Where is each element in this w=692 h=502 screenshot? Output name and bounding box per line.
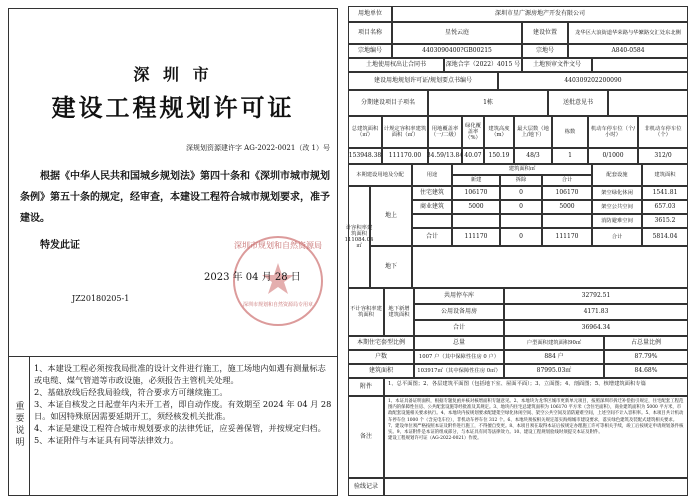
header-total: 合计 — [542, 175, 592, 186]
label-residential-ratio: 本期住宅套型比例 — [348, 336, 414, 350]
remarks-cell — [384, 396, 688, 478]
permit-attachment-table — [346, 0, 692, 502]
note-item: 4、本证是建设工程符合城市规划要求的法律凭证，应妥善保管，并按规定归档。 — [34, 423, 326, 433]
seal-text: 深圳市规划和自然资源局 — [234, 240, 322, 250]
area-new — [452, 214, 500, 228]
residential-row-name: 建筑面积 — [348, 364, 414, 378]
label-underground-new: 地下新增建筑面积 — [384, 288, 414, 336]
area-total: 5000 — [542, 200, 592, 214]
header-demolish: 拆除 — [500, 175, 542, 186]
use-name: 住宅建筑 — [412, 186, 452, 200]
summary-header: 计规定容积率建筑面积（㎡） — [382, 116, 428, 148]
note-item: 2、基础放线后经我局验线，符合要求方可继续施工。 — [34, 387, 228, 397]
permit-title: 建设工程规划许可证 — [51, 92, 295, 122]
area-demolish — [500, 214, 542, 228]
facility-area: 657.03 — [642, 200, 688, 214]
serial-number: JZ20180205-1 — [72, 294, 130, 303]
subproject-value: 1栋 — [428, 90, 548, 116]
issued-statement: 特发此证 — [40, 240, 80, 251]
residential-total: 1007 户（其中保障性住房 0 户） — [414, 350, 504, 364]
summary-value: 40.07 — [462, 148, 484, 164]
label-non-far: 不计容积率建筑面积 — [348, 288, 384, 336]
use-name: 商业建筑 — [412, 200, 452, 214]
note-item: 5、本证附件与本证具有同等法律效力。 — [34, 435, 179, 445]
summary-header: 用地覆盖率（一/二级） — [428, 116, 462, 148]
seal-bottom-text: 深圳市规划和自然资源局专用章 — [242, 301, 313, 308]
header-use: 用途 — [412, 164, 452, 186]
land-preview-value — [592, 58, 688, 72]
subtotal-new: 111170 — [452, 228, 500, 246]
area-new: 5000 — [452, 200, 500, 214]
summary-header: 最大层数（地上/地下） — [514, 116, 552, 148]
subtotal-total: 111170 — [542, 228, 592, 246]
non-far-name: 共用停车库 — [414, 288, 504, 304]
residential-header: 占总量比例 — [604, 336, 688, 350]
below-ground-area — [412, 246, 688, 288]
summary-header: 建筑高度（m） — [484, 116, 514, 148]
non-far-name: 公用设备用房 — [414, 304, 504, 320]
issue-date: 2023 年 04 月 28 日 — [204, 272, 301, 283]
summary-value: 150.19 — [484, 148, 514, 164]
residential-row-name: 户数 — [348, 350, 414, 364]
legal-basis-text: 根据《中华人民共和国城乡规划法》第四十条和《深圳市城市规划条例》第五十条的规定，经审查，本建设工程符合城市规划要求，准予建设。 — [20, 171, 330, 224]
label-parcel-code: 宗地编号 — [348, 44, 392, 58]
residential-total: 103917㎡（其中保障性住房 0㎡） — [414, 364, 504, 378]
label-far-area: 计容积率建筑面积 111084.04㎡ — [348, 186, 370, 288]
label-subproject: 分期建设项目子项名 — [348, 90, 428, 116]
label-land-unit: 用地单位 — [348, 6, 392, 22]
notes-label: 重要说明 — [13, 401, 24, 449]
facility-name: 架空绿化休闲 — [592, 186, 642, 200]
label-above-ground: 地上 — [370, 186, 412, 246]
label-below-ground: 地下 — [370, 246, 412, 288]
cert-number: 深规划资源建许字 AG-2022-0021（改 1）号 — [185, 144, 330, 152]
label-parcel-no: 宗地号 — [522, 44, 568, 58]
summary-value: 312/0 — [638, 148, 688, 164]
summary-value: 111170.00 — [382, 148, 428, 164]
note-item: 3、本证自核发之日起壹年内未开工者，即自动作废。有效期至 2024 年 04 月 28 日。如因特殊原因需要延期开工，须经核发机关批准。 — [34, 399, 332, 421]
residential-header: 总量 — [414, 336, 504, 350]
non-far-value: 4171.83 — [504, 304, 688, 320]
non-far-value: 32792.51 — [504, 288, 688, 304]
summary-value: 1 — [552, 148, 588, 164]
header-facility: 配套设施 — [592, 164, 642, 186]
summary-header: 非机动车停车位（个） — [638, 116, 688, 148]
land-contract-value: 深地合字（2022）4015 号 — [444, 58, 522, 72]
facility-area: 3615.2 — [642, 214, 688, 228]
facility-name: 架空公共空间 — [592, 200, 642, 214]
area-demolish: 0 — [500, 186, 542, 200]
area-total: 106170 — [542, 186, 592, 200]
residential-header: 户型面积建筑面积90㎡ — [504, 336, 604, 350]
check-record-value — [384, 478, 688, 496]
facility-area: 5814.04 — [642, 228, 688, 246]
summary-value: 0/1000 — [588, 148, 638, 164]
label-remarks: 备注 — [348, 396, 384, 478]
subtotal-label: 合计 — [412, 228, 452, 246]
residential-part: 87995.03㎡ — [504, 364, 604, 378]
label-land-preview: 土地预审文件文号 — [522, 58, 592, 72]
summary-header: 绿化覆盖率（%） — [462, 116, 484, 148]
non-far-value: 36964.34 — [504, 320, 688, 336]
parcel-no-value: A840-0584 — [568, 44, 688, 58]
note-item: 1、本建设工程必须按我局批准的设计文件进行施工，施工场地内如遇有测量标志或电缆、煤气管道等市政设施，必须报告主管机关处理。 — [34, 363, 326, 385]
label-project-name: 项目名称 — [348, 22, 392, 44]
summary-value: 34.59/13.84 — [428, 148, 462, 164]
residential-ratio: 84.68% — [604, 364, 688, 378]
approval-opinion-value — [608, 90, 688, 116]
planning-permit-value: 440309202200090 — [498, 72, 688, 90]
label-approval-opinion: 送批意见书 — [548, 90, 608, 116]
label-planning-permit: 建设用地规划许可证/规划要点书编号 — [348, 72, 498, 90]
summary-header: 总建筑面积（㎡） — [348, 116, 382, 148]
residential-part: 884 户 — [504, 350, 604, 364]
summary-value: 153948.38 — [348, 148, 382, 164]
label-attachments: 附件 — [348, 378, 384, 396]
location-value: 龙华区大浪街道华荣路与华繁路交汇处东北侧 — [568, 22, 688, 44]
facility-name: 消防避难空间 — [592, 214, 642, 228]
label-land-contract: 土地使用权出让合同书 — [348, 58, 444, 72]
header-facility-area: 建筑面积 — [642, 164, 688, 186]
label-allocation: 本期建设用地及分配 — [348, 164, 412, 186]
summary-header: 机动车停车位（个/小时） — [588, 116, 638, 148]
notes-list — [34, 362, 332, 446]
summary-value: 48/3 — [514, 148, 552, 164]
use-name — [412, 214, 452, 228]
header-area: 建筑面积㎡ — [452, 164, 592, 175]
facility-area: 1541.81 — [642, 186, 688, 200]
summary-header: 栋数 — [552, 116, 588, 148]
label-location: 建设位置 — [522, 22, 568, 44]
non-far-name: 合计 — [414, 320, 504, 336]
area-total — [542, 214, 592, 228]
label-check-record: 验线记录 — [348, 478, 384, 496]
remarks-tail: 建设工程规划许可证（AG-2022-0021）作废。 — [388, 436, 482, 442]
land-unit-value: 深圳市星广源房地产开发有限公司 — [392, 6, 688, 22]
attachments-text: 1、总平面图；2、各层建筑平面图（包括地下室、屋面平面）；3、立面图；4、剖面图；5、核增建筑面积专篇 — [384, 378, 688, 396]
facility-name: 合计 — [592, 228, 642, 246]
parcel-code-value: 4403090400?GB00215 — [392, 44, 522, 58]
city-heading: 深 圳 市 — [133, 64, 213, 84]
remarks-text: 1、本证具备证明面积，根据专题复函并核对核增面积专题意见。2、本地块为龙华区城市更新单元项目，按照深圳市拆迁补偿指引规定，住宅配套工程范围内的保障性住房、公共配套设施等经批准及其规定。3、地块内住宅总建筑面积为 106170 平方米（含住宅面积），商业建筑面积为 5000 平方米，市政配套设施相关要求执行。4、本地块内按规划要求配建架空绿化休闲空间、架空公共空间及消防避难空间，上述空间不计入容积率。5、本项目共计机动车停车位 1000 个（含充电车位），非机动车停车位 312 个。6、本地块须按相关规定落实海绵城市建设要求，落实绿色建筑及装配式建筑相关要求。7、建设单位须严格按照本证及附件进行施工，不得擅自变更。8、本项目须在取得本证后按规定办理施工许可等相关手续，竣工后按规定申请规划条件核实。9、本证附件是本证的组成部分，与本证具有同等法律效力。10、建设工程规划验线时须提交本证及附件。 — [388, 399, 684, 436]
area-new: 106170 — [452, 186, 500, 200]
subtotal-demolish: 0 — [500, 228, 542, 246]
project-name-value: 星悦云庭 — [392, 22, 522, 44]
residential-ratio: 87.79% — [604, 350, 688, 364]
area-demolish: 0 — [500, 200, 542, 214]
header-new: 新建 — [452, 175, 500, 186]
